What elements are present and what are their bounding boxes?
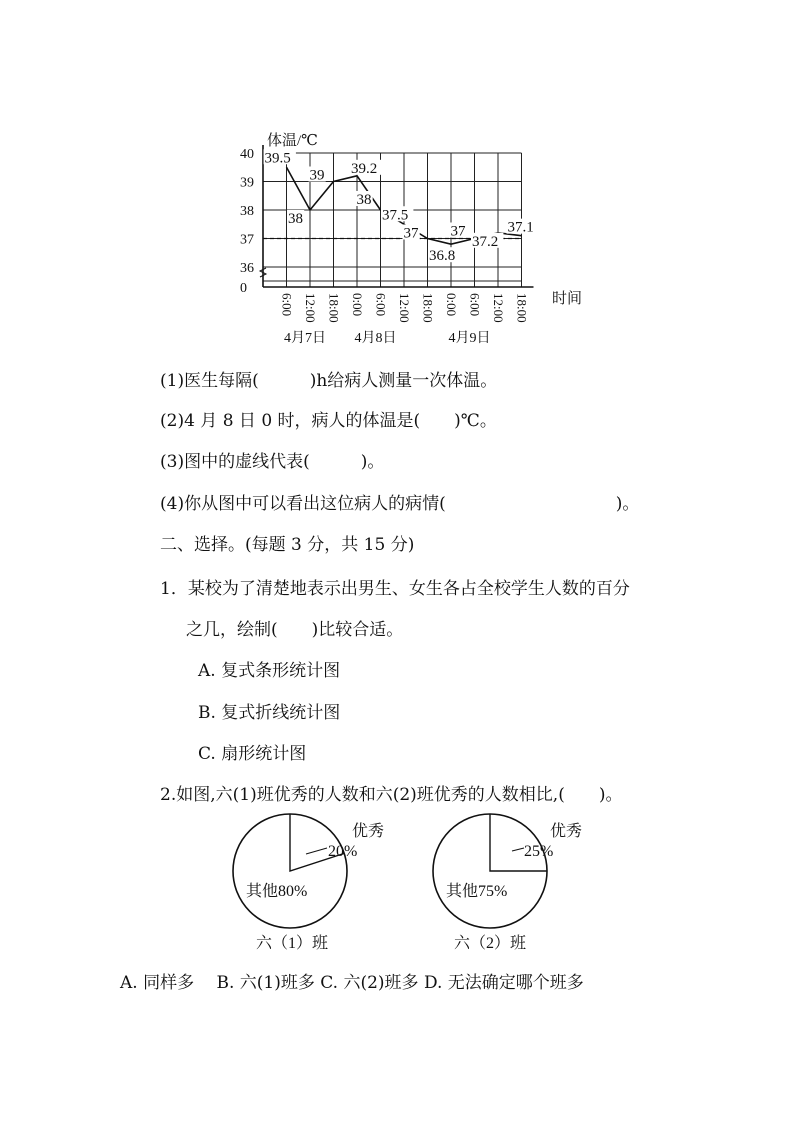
choice-question-2: 2.如图,六(1)班优秀的人数和六(2)班优秀的人数相比,( )。 bbox=[160, 785, 623, 805]
x-tick-label: 12:00 bbox=[397, 293, 412, 323]
choice-question-1-line2: 之几，绘制( )比较合适。 bbox=[186, 620, 404, 640]
x-tick-label: 6:00 bbox=[279, 293, 295, 317]
x-tick-label: 18:00 bbox=[514, 293, 530, 323]
data-label: 37 bbox=[450, 223, 466, 240]
question-4: (4)你从图中可以看出这位病人的病情( )。 bbox=[160, 494, 640, 514]
data-label: 39.5 bbox=[264, 150, 291, 167]
y-tick-label: 37 bbox=[240, 232, 254, 248]
data-label: 38 bbox=[288, 211, 303, 227]
section-2-heading: 二、选择。(每题 3 分，共 15 分) bbox=[160, 535, 415, 555]
pie-chart-class-1 bbox=[233, 814, 384, 952]
x-tick-label: 12:00 bbox=[303, 293, 318, 323]
question-3: (3)图中的虚线代表( )。 bbox=[160, 452, 385, 472]
y-tick-label: 39 bbox=[240, 175, 254, 191]
data-label: 39.2 bbox=[351, 160, 378, 177]
data-label: 36.8 bbox=[429, 248, 456, 265]
question-2: (2)4 月 8 日 0 时，病人的体温是( )℃。 bbox=[160, 411, 497, 431]
choice-question-2-options: A. 同样多 B. 六(1)班多 C. 六(2)班多 D. 无法确定哪个班多 bbox=[120, 973, 584, 993]
data-label: 38 bbox=[356, 192, 372, 208]
option-c: C. 扇形统计图 bbox=[198, 744, 307, 764]
slice-value-excellent: 20% bbox=[328, 843, 358, 860]
y-tick-label: 0 bbox=[240, 281, 247, 296]
temperature-line-chart bbox=[230, 125, 600, 347]
day-label: 4月9日 bbox=[448, 331, 491, 346]
axis-break-mark bbox=[260, 268, 266, 277]
day-label: 4月8日 bbox=[354, 331, 397, 346]
slice-label-excellent: 优秀 bbox=[550, 823, 583, 840]
y-axis-label: 体温/℃ bbox=[267, 133, 318, 149]
data-label: 37.1 bbox=[507, 219, 534, 236]
x-axis-label: 时间 bbox=[552, 291, 583, 307]
x-tick-label: 6:00 bbox=[467, 293, 483, 317]
y-tick-label: 36 bbox=[240, 261, 254, 276]
x-tick-label: 18:00 bbox=[420, 293, 436, 323]
question-1: (1)医生每隔( )h给病人测量一次体温。 bbox=[160, 371, 498, 391]
day-label: 4月7日 bbox=[284, 331, 326, 346]
x-tick-label: 0:00 bbox=[444, 293, 459, 317]
x-tick-label: 0:00 bbox=[350, 293, 365, 317]
data-label: 37 bbox=[403, 225, 419, 242]
slice-value-excellent: 25% bbox=[524, 843, 554, 860]
x-tick-label: 12:00 bbox=[491, 293, 506, 323]
x-tick-label: 18:00 bbox=[326, 293, 342, 323]
pie-chart-class-2 bbox=[433, 814, 582, 952]
option-b: B. 复式折线统计图 bbox=[198, 703, 341, 723]
data-label: 39 bbox=[309, 167, 325, 184]
choice-question-1-line1: 1．某校为了清楚地表示出男生、女生各占全校学生人数的百分 bbox=[160, 579, 630, 599]
y-tick-label: 40 bbox=[240, 147, 254, 162]
pie-title: 六（2）班 bbox=[454, 935, 527, 952]
data-label: 37.2 bbox=[472, 233, 499, 250]
slice-label-other: 其他75% bbox=[446, 883, 508, 900]
x-tick-label: 6:00 bbox=[373, 293, 389, 317]
data-label: 37.5 bbox=[382, 207, 409, 224]
y-tick-label: 38 bbox=[240, 204, 254, 219]
pie-charts bbox=[230, 808, 610, 956]
slice-label-other: 其他80% bbox=[246, 883, 308, 900]
slice-label-excellent: 优秀 bbox=[352, 823, 385, 840]
option-a: A. 复式条形统计图 bbox=[198, 661, 341, 681]
pie-title: 六（1）班 bbox=[256, 935, 329, 952]
